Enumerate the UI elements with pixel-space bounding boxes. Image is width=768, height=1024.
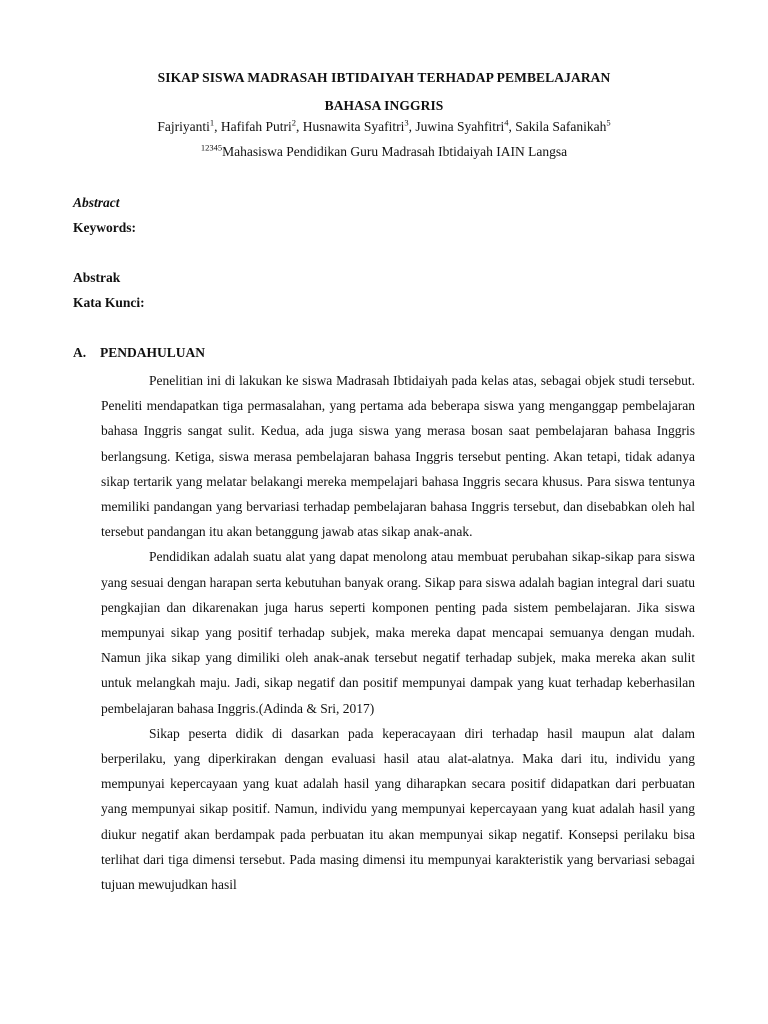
section-title: PENDAHULUAN	[100, 345, 206, 360]
author-name: Husnawita Syafitri	[302, 119, 405, 134]
affiliation-index: 12345	[200, 142, 223, 153]
author-name: Juwina Syahfitri	[415, 119, 505, 134]
keywords-heading: Keywords:	[73, 220, 136, 235]
kata-kunci-heading: Kata Kunci:	[73, 295, 145, 310]
author-index: 4	[504, 117, 509, 128]
section-body	[101, 368, 695, 897]
author-index: 2	[291, 117, 296, 128]
author-name: Fajriyanti	[157, 119, 210, 134]
paper-title-line-2: BAHASA INGGRIS	[324, 98, 444, 113]
affiliation	[72, 141, 696, 163]
author-index: 5	[606, 117, 611, 128]
affiliation-text: Mahasiswa Pendidikan Guru Madrasah Ibtidaiyah IAIN Langsa	[222, 144, 568, 159]
paper-title	[72, 64, 696, 120]
abstract-heading: Abstract	[73, 195, 120, 210]
author-index: 3	[404, 117, 409, 128]
body-paragraph: Sikap peserta didik di dasarkan pada keperacayaan diri terhadap hasil maupun alat dalam berperilaku, yang diperkirakan dengan evaluasi hasil atau alat-alatnya. Maka dari itu, individu yang mempunyai kepercayaan yang kuat adalah hasil yang diharapkan secara positif didapatkan dari perbuatan yang mempunyai sikap positif. Namun, individu yang mempunyai kepercayaan yang kuat adalah hasil yang diukur negatif akan berdampak pada perbuatan itu akan mempunyai sikap negatif. Konsepsi perilaku bisa terlihat dari tiga dimensi tersebut. Pada masing dimensi itu mempunyai karakteristik yang bervariasi sebagai tujuan mewujudkan hasil	[101, 725, 695, 893]
author-name: Sakila Safanikah	[515, 119, 607, 134]
body-paragraph: Penelitian ini di lakukan ke siswa Madrasah Ibtidaiyah pada kelas atas, sebagai objek studi tersebut. Peneliti mendapatkan tiga permasalahan, yang pertama ada beberapa siswa yang menganggap pembelajaran bahasa Inggris sangat sulit. Kedua, ada juga siswa yang merasa bosan saat pembelajaran bahasa Inggris berlangsung. Ketiga, siswa merasa pembelajaran bahasa Inggris tersebut penting. Akan tetapi, tidak adanya sikap tertarik yang melatar belakangi mereka mempelajari bahasa Inggris secara khusus. Para siswa tentunya memiliki pandangan yang bervariasi terhadap pembelajaran bahasa Inggris tersebut, dan disebabkan oleh hal tersebut pandangan itu akan betanggung jawab atas sikap anak-anak.	[101, 373, 695, 540]
body-paragraph: Pendidikan adalah suatu alat yang dapat menolong atau membuat perubahan sikap-sikap para siswa yang sesuai dengan harapan serta kebutuhan banyak orang. Sikap para siswa adalah bagian integral dari suatu pengkajian dan dikarenakan juga harus seperti komponen penting pada sistem pembelajaran. Jika siswa mempunyai sikap yang positif terhadap subjek, maka mereka dapat mencapai semuanya dengan mudah. Namun jika sikap yang dimiliki oleh anak-anak tersebut negatif terhadap subjek, maka mereka akan sulit untuk melangkah maju. Jadi, sikap negatif dan positif mempunyai dampak yang kuat terhadap keberhasilan pembelajaran bahasa Inggris.(Adinda & Sri, 2017)	[101, 549, 695, 716]
author-index: 1	[209, 117, 215, 128]
author-name: Hafifah Putri	[220, 119, 292, 134]
author-list: Fajriyanti$^1$, Hafifah Putri$^2$, Husnawita Syafitri$^3$, Juwina Syahfitri$^4$, Sakila Safanikah$^5$	[157, 117, 611, 134]
abstrak-heading: Abstrak	[73, 270, 121, 285]
section-heading	[73, 345, 205, 361]
paper-title-line-1: SIKAP SISWA MADRASAH IBTIDAIYAH TERHADAP PEMBELAJARAN	[157, 70, 611, 85]
section-number: A.	[73, 345, 87, 360]
